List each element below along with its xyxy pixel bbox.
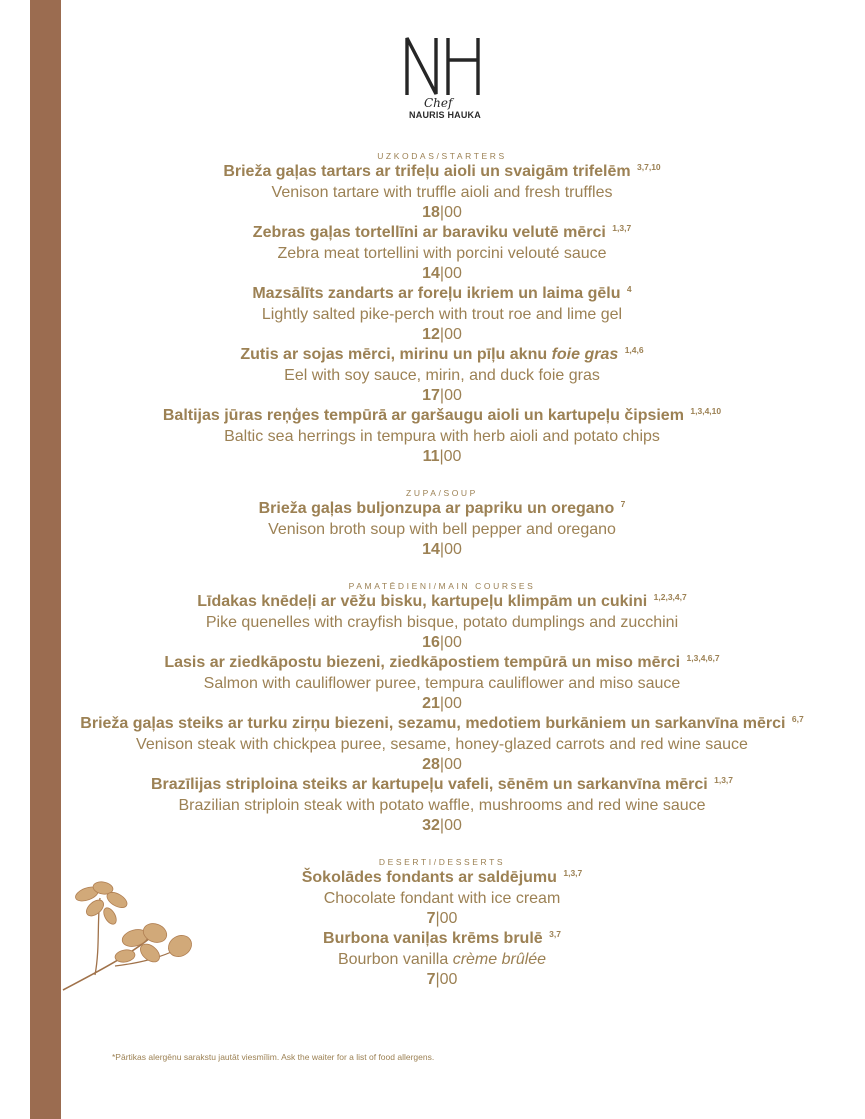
dish-name-lv-text: Līdakas knēdeļi ar vēžu bisku, kartupeļu klimpām un cukini (197, 593, 648, 610)
dish-name-lv (61, 223, 823, 243)
section-gap (61, 836, 823, 856)
price-major: 7 (426, 910, 436, 927)
price-minor: 00 (439, 971, 458, 988)
dish-price (61, 447, 823, 467)
price-separator: | (439, 204, 445, 221)
section-title: UZKODAS/STARTERS (377, 151, 507, 161)
price-separator: | (439, 817, 445, 834)
allergen-codes: 1,3,7 (714, 775, 734, 785)
allergen-codes: 1,3,4,6,7 (686, 653, 720, 663)
dish-name-lv-text: Lasis ar ziedkāpostu biezeni, ziedkāpostiem tempūrā un miso mērci (164, 654, 681, 671)
price-minor: 00 (444, 756, 462, 773)
dish-name-en-text: Salmon with cauliflower puree, tempura cauliflower and miso sauce (203, 675, 681, 692)
price-minor: 00 (444, 541, 462, 558)
dish-name-lv (61, 775, 823, 795)
price-major: 28 (422, 756, 440, 773)
logo-script: Chef (424, 96, 453, 110)
price-separator: | (439, 326, 445, 343)
dish-name-lv-text: Zutis ar sojas mērci, mirinu un pīļu aknu (240, 346, 548, 363)
section-title: DESERTI/DESSERTS (378, 857, 506, 867)
dish-name-en (61, 734, 823, 755)
dish-name-en (61, 673, 823, 694)
price-major: 32 (422, 817, 440, 834)
price-minor: 00 (444, 387, 462, 404)
price-major: 7 (426, 971, 436, 988)
price-separator: | (439, 634, 445, 651)
dish-name-lv-text: Baltijas jūras reņģes tempūrā ar garšaugu aioli un kartupeļu čipsiem (162, 407, 684, 424)
dish-name-en-text: Pike quenelles with crayfish bisque, potato dumplings and zucchini (205, 614, 679, 631)
dish-price (61, 540, 823, 560)
allergen-codes: 3,7,10 (637, 162, 661, 172)
dish-name-lv (61, 653, 823, 673)
price-major: 21 (422, 695, 440, 712)
dish-name-lv (61, 162, 823, 182)
price-minor: 00 (444, 265, 462, 282)
dish-name-en-text: Venison tartare with truffle aioli and fresh truffles (271, 184, 613, 201)
price-major: 12 (422, 326, 440, 343)
price-minor: 00 (444, 817, 462, 834)
dish-name-en (61, 304, 823, 325)
dish-name-lv-text: Burbona vaniļas krēms brulē (323, 930, 543, 947)
dish-name-lv-text: Brieža gaļas buljonzupa ar papriku un oregano (258, 500, 615, 517)
dish-name-lv-text: Mazsālīts zandarts ar foreļu ikriem un laima gēlu (252, 285, 621, 302)
dish-name-lv-text: Brieža gaļas tartars ar trifeļu aioli un svaigām trifelēm (223, 163, 631, 180)
price-separator: | (439, 695, 445, 712)
dish-name-lv (61, 499, 823, 519)
dish-name-en-text: Lightly salted pike-perch with trout roe and lime gel (261, 306, 623, 323)
allergen-codes: 3,7 (549, 929, 561, 939)
price-minor: 00 (444, 634, 462, 651)
dish-price (61, 633, 823, 653)
section-gap (61, 560, 823, 580)
price-separator: | (439, 265, 445, 282)
dish-price (61, 264, 823, 284)
dish-name-en-text: Bourbon vanilla (337, 951, 449, 968)
dish-name-en (61, 182, 823, 203)
dish-name-en-italic: crème brûlée (452, 951, 547, 968)
price-major: 17 (422, 387, 440, 404)
allergen-codes: 1,3,4,10 (690, 406, 722, 416)
dish-name-lv (61, 345, 823, 365)
dish-name-lv (61, 406, 823, 426)
section-title: ZUPA/SOUP (406, 488, 478, 498)
dish-name-en (61, 365, 823, 386)
dish-name-lv (61, 714, 823, 734)
price-separator: | (439, 448, 444, 465)
price-major: 14 (422, 265, 440, 282)
dish-price (61, 694, 823, 714)
price-minor: 00 (444, 204, 462, 221)
allergen-footnote: *Pārtikas alergēnu sarakstu jautāt viesmīlim. Ask the waiter for a list of food allergens. (112, 1052, 435, 1062)
dish-name-lv-italic: foie gras (551, 346, 619, 363)
section-title: PAMATĒDIENI/MAIN COURSES (348, 581, 536, 591)
dish-name-en-text: Baltic sea herrings in tempura with herb aioli and potato chips (224, 428, 660, 445)
dish-name-en (61, 243, 823, 264)
dish-name-en-text: Eel with soy sauce, mirin, and duck foie gras (284, 367, 600, 384)
price-minor: 00 (444, 326, 462, 343)
dish-name-lv (61, 284, 823, 304)
price-minor: 00 (444, 695, 462, 712)
dish-name-lv-text: Brieža gaļas steiks ar turku zirņu biezeni, sezamu, medotiem burkāniem un sarkanvīna mērci (80, 715, 786, 732)
price-minor: 00 (439, 910, 458, 927)
dish-name-en (61, 519, 823, 540)
price-major: 11 (422, 448, 440, 465)
price-separator: | (439, 756, 445, 773)
nh-chef-logo-icon (400, 30, 490, 110)
price-minor: 00 (443, 448, 462, 465)
price-major: 16 (422, 634, 440, 651)
allergen-codes: 1,3,7 (563, 868, 583, 878)
allergen-codes: 7 (620, 499, 626, 509)
dish-price (61, 816, 823, 836)
price-separator: | (435, 971, 440, 988)
dish-name-en (61, 612, 823, 633)
dish-name-lv (61, 592, 823, 612)
price-separator: | (435, 910, 440, 927)
allergen-codes: 1,3,7 (612, 223, 632, 233)
dish-price (61, 325, 823, 345)
dish-price (61, 203, 823, 223)
price-separator: | (439, 541, 445, 558)
dish-name-en-text: Chocolate fondant with ice cream (323, 890, 561, 907)
logo-name: NAURIS HAUKA (409, 110, 481, 120)
dish-name-en-text: Venison broth soup with bell pepper and oregano (268, 521, 616, 538)
menu-content (61, 150, 823, 990)
allergen-codes: 1,4,6 (624, 345, 644, 355)
allergen-codes: 4 (626, 284, 632, 294)
price-major: 14 (422, 541, 440, 558)
section-gap (61, 467, 823, 487)
dish-name-en-text: Zebra meat tortellini with porcini velouté sauce (277, 245, 607, 262)
dish-name-en (61, 795, 823, 816)
dish-name-en (61, 426, 823, 447)
allergen-codes: 1,2,3,4,7 (653, 592, 687, 602)
dish-name-lv-text: Brazīlijas striploina steiks ar kartupeļu vafeli, sēnēm un sarkanvīna mērci (150, 776, 708, 793)
dish-name-lv-text: Šokolādes fondants ar saldējumu (301, 869, 557, 886)
dish-name-en-text: Brazilian striploin steak with potato waffle, mushrooms and red wine sauce (178, 797, 706, 814)
price-major: 18 (422, 204, 440, 221)
allergen-codes: 6,7 (791, 714, 804, 724)
dish-price (61, 386, 823, 406)
chef-logo (400, 30, 490, 125)
dish-price (61, 755, 823, 775)
dish-name-en-text: Venison steak with chickpea puree, sesame, honey-glazed carrots and red wine sauce (136, 736, 748, 753)
price-separator: | (439, 387, 445, 404)
dried-flower-decoration-icon (55, 878, 205, 998)
dish-name-lv-text: Zebras gaļas tortellīni ar baraviku velutē mērci (252, 224, 606, 241)
